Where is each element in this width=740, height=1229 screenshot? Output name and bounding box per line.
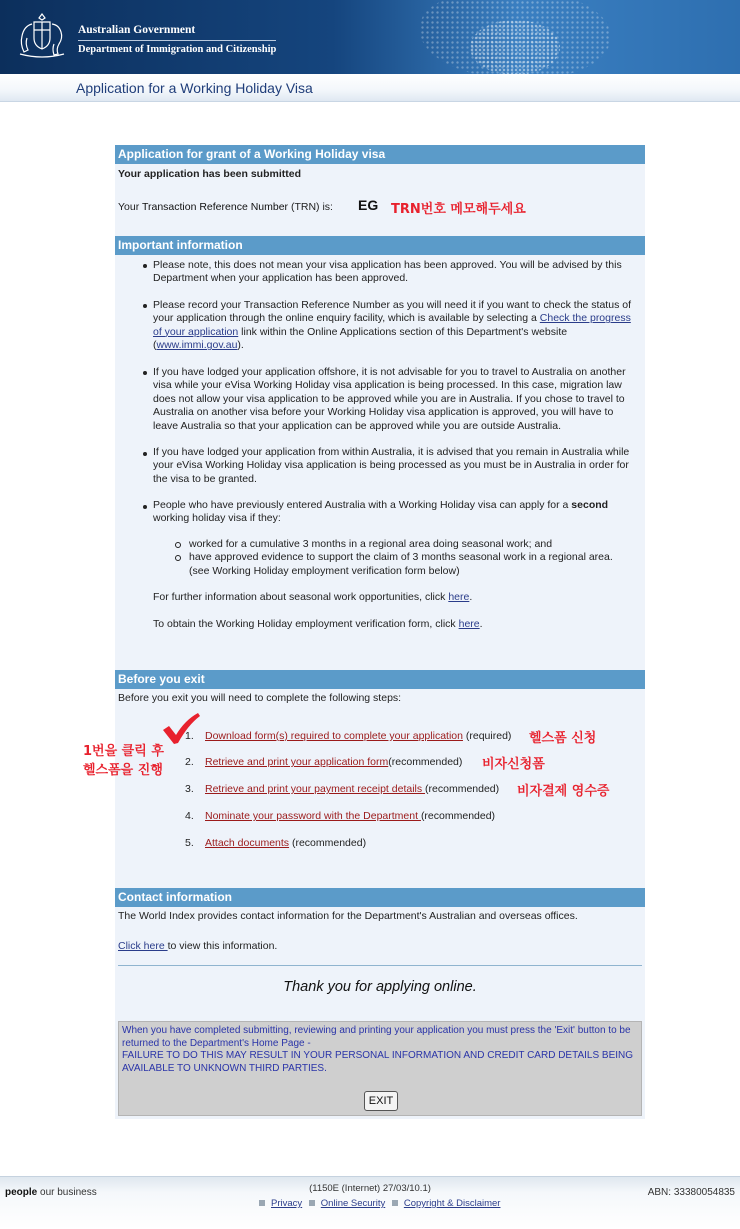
- download-forms-link[interactable]: Download form(s) required to complete your application: [205, 730, 463, 742]
- step-download-forms: 1. Download form(s) required to complete your application (required): [185, 730, 512, 742]
- step2-annotation: 비자신청폼: [482, 757, 545, 772]
- retrieve-receipt-link[interactable]: Retrieve and print your payment receipt details: [205, 783, 426, 795]
- circle-bullet-icon: [175, 542, 181, 548]
- banner-divider: [78, 40, 276, 41]
- thank-you-message: Thank you for applying online.: [283, 979, 477, 995]
- verification-form-info: To obtain the Working Holiday employment verification form, click here.: [153, 618, 483, 630]
- page-header: [0, 74, 740, 102]
- coat-of-arms-icon: [12, 10, 72, 60]
- sub-item-evidence-note: (see Working Holiday employment verification form below): [189, 565, 460, 577]
- submitted-message: Your application has been submitted: [118, 168, 301, 180]
- side-annotation: 1번을 클릭 후 헬스폼을 진행: [83, 744, 164, 778]
- retrieve-application-link[interactable]: Retrieve and print your application form: [205, 756, 389, 768]
- step-attach-documents: 5. Attach documents (recommended): [185, 837, 367, 849]
- info-item-approval: Please note, this does not mean your visa application has been approved. You will be advised by this Department when your application has been approved.: [153, 259, 622, 285]
- seasonal-work-link[interactable]: here: [448, 591, 470, 603]
- divider: [118, 965, 642, 966]
- sub-item-seasonal-work: worked for a cumulative 3 months in a regional area doing seasonal work; and: [189, 538, 553, 550]
- footer-abn: ABN: 33380054835: [647, 1187, 735, 1198]
- footer-version: (1150E (Internet) 27/03/10.1): [309, 1183, 431, 1194]
- exit-warning-box: [118, 1021, 642, 1116]
- step-retrieve-receipt: 3. Retrieve and print your payment receipt details (recommended): [185, 783, 500, 795]
- trn-label: Your Transaction Reference Number (TRN) is:: [118, 201, 333, 213]
- australia-map-dots: [470, 20, 560, 74]
- main-panel: [115, 145, 645, 1119]
- verification-form-link[interactable]: here: [458, 618, 480, 630]
- step1-annotation: 헬스폼 신청: [529, 731, 597, 746]
- exit-button[interactable]: EXIT: [364, 1091, 398, 1111]
- contact-link-line: Click here to view this information.: [118, 940, 278, 952]
- step3-annotation: 비자결제 영수증: [517, 784, 610, 799]
- footer-tagline: people our business: [5, 1187, 97, 1198]
- info-item-record-trn: Please record your Transaction Reference Number as you will need it if you want to check the status of your application through the online enquiry facility, which is available by selecting a Check the progress of your application link within the Online Applications section of this Department's website (www.immi.gov.au).: [153, 299, 631, 352]
- contact-text: The World Index provides contact information for the Department's Australian and overseas offices.: [118, 910, 578, 922]
- exit-warning-text: When you have completed submitting, reviewing and printing your application you must press the 'Exit' button to be returned to the Department's Home Page - FAILURE TO DO THIS MAY RESULT IN YOUR PERSONAL INFORMATION AND CREDIT CARD DETAILS BEING AVAILABLE TO UNKNOWN THIRD PARTIES.: [122, 1025, 634, 1074]
- section-title-contact: Contact information: [115, 888, 645, 907]
- info-item-second-visa: People who have previously entered Australia with a Working Holiday visa can apply for a second working holiday visa if they:: [153, 499, 609, 525]
- immi-website-link[interactable]: www.immi.gov.au: [156, 339, 238, 352]
- info-item-onshore: If you have lodged your application from within Australia, it is advised that you remain in Australia while your eVisa Working Holiday visa application is being processed as you must be in Australia in order for the visa to be granted.: [153, 446, 630, 485]
- online-security-link[interactable]: Online Security: [320, 1198, 386, 1209]
- info-item-offshore: If you have lodged your application offshore, it is not advisable for you to travel to Australia on another visa while your eVisa Working Holiday visa application is being processed. In this case, migration law does not allow your visa application to be approved while you are in Australia. If you chose to travel to Australia on another visa before your Working Holiday visa application is approved, you will have to leave Australia so that your application can be approved while you are outside Australia.: [153, 366, 626, 432]
- bullet-icon: [143, 452, 147, 456]
- section-title-important: Important information: [115, 236, 645, 255]
- section-title-before-exit: Before you exit: [115, 670, 645, 689]
- government-banner: [0, 0, 740, 74]
- trn-annotation: TRN번호 메모해두세요: [391, 202, 526, 217]
- square-bullet-icon: [259, 1200, 265, 1206]
- bullet-icon: [143, 505, 147, 509]
- trn-value: EG: [358, 197, 379, 213]
- page-title: Application for a Working Holiday Visa: [76, 80, 313, 96]
- world-index-link[interactable]: Click here: [118, 940, 168, 952]
- privacy-link[interactable]: Privacy: [271, 1198, 303, 1209]
- square-bullet-icon: [392, 1200, 398, 1206]
- department-name: Department of Immigration and Citizenship: [78, 44, 277, 55]
- circle-bullet-icon: [175, 555, 181, 561]
- bullet-icon: [143, 304, 147, 308]
- copyright-link[interactable]: Copyright & Disclaimer: [403, 1198, 501, 1209]
- step-nominate-password: 4. Nominate your password with the Department (recommended): [185, 810, 496, 822]
- page-footer: [0, 1176, 740, 1229]
- check-progress-link[interactable]: Check the progress of your application: [153, 312, 631, 338]
- government-name: Australian Government: [78, 24, 196, 36]
- step-retrieve-application: 2. Retrieve and print your application form(recommended): [185, 756, 463, 768]
- square-bullet-icon: [309, 1200, 315, 1206]
- bullet-icon: [143, 264, 147, 268]
- footer-links: [255, 1198, 500, 1209]
- attach-documents-link[interactable]: Attach documents: [205, 837, 290, 849]
- section-title-application: Application for grant of a Working Holiday visa: [115, 145, 645, 164]
- sub-item-evidence: have approved evidence to support the claim of 3 months seasonal work in a regional area.: [189, 551, 613, 563]
- nominate-password-link[interactable]: Nominate your password with the Department: [205, 810, 421, 822]
- bullet-icon: [143, 371, 147, 375]
- before-exit-intro: Before you exit you will need to complete the following steps:: [118, 692, 402, 704]
- seasonal-work-info: For further information about seasonal work opportunities, click here.: [153, 591, 473, 603]
